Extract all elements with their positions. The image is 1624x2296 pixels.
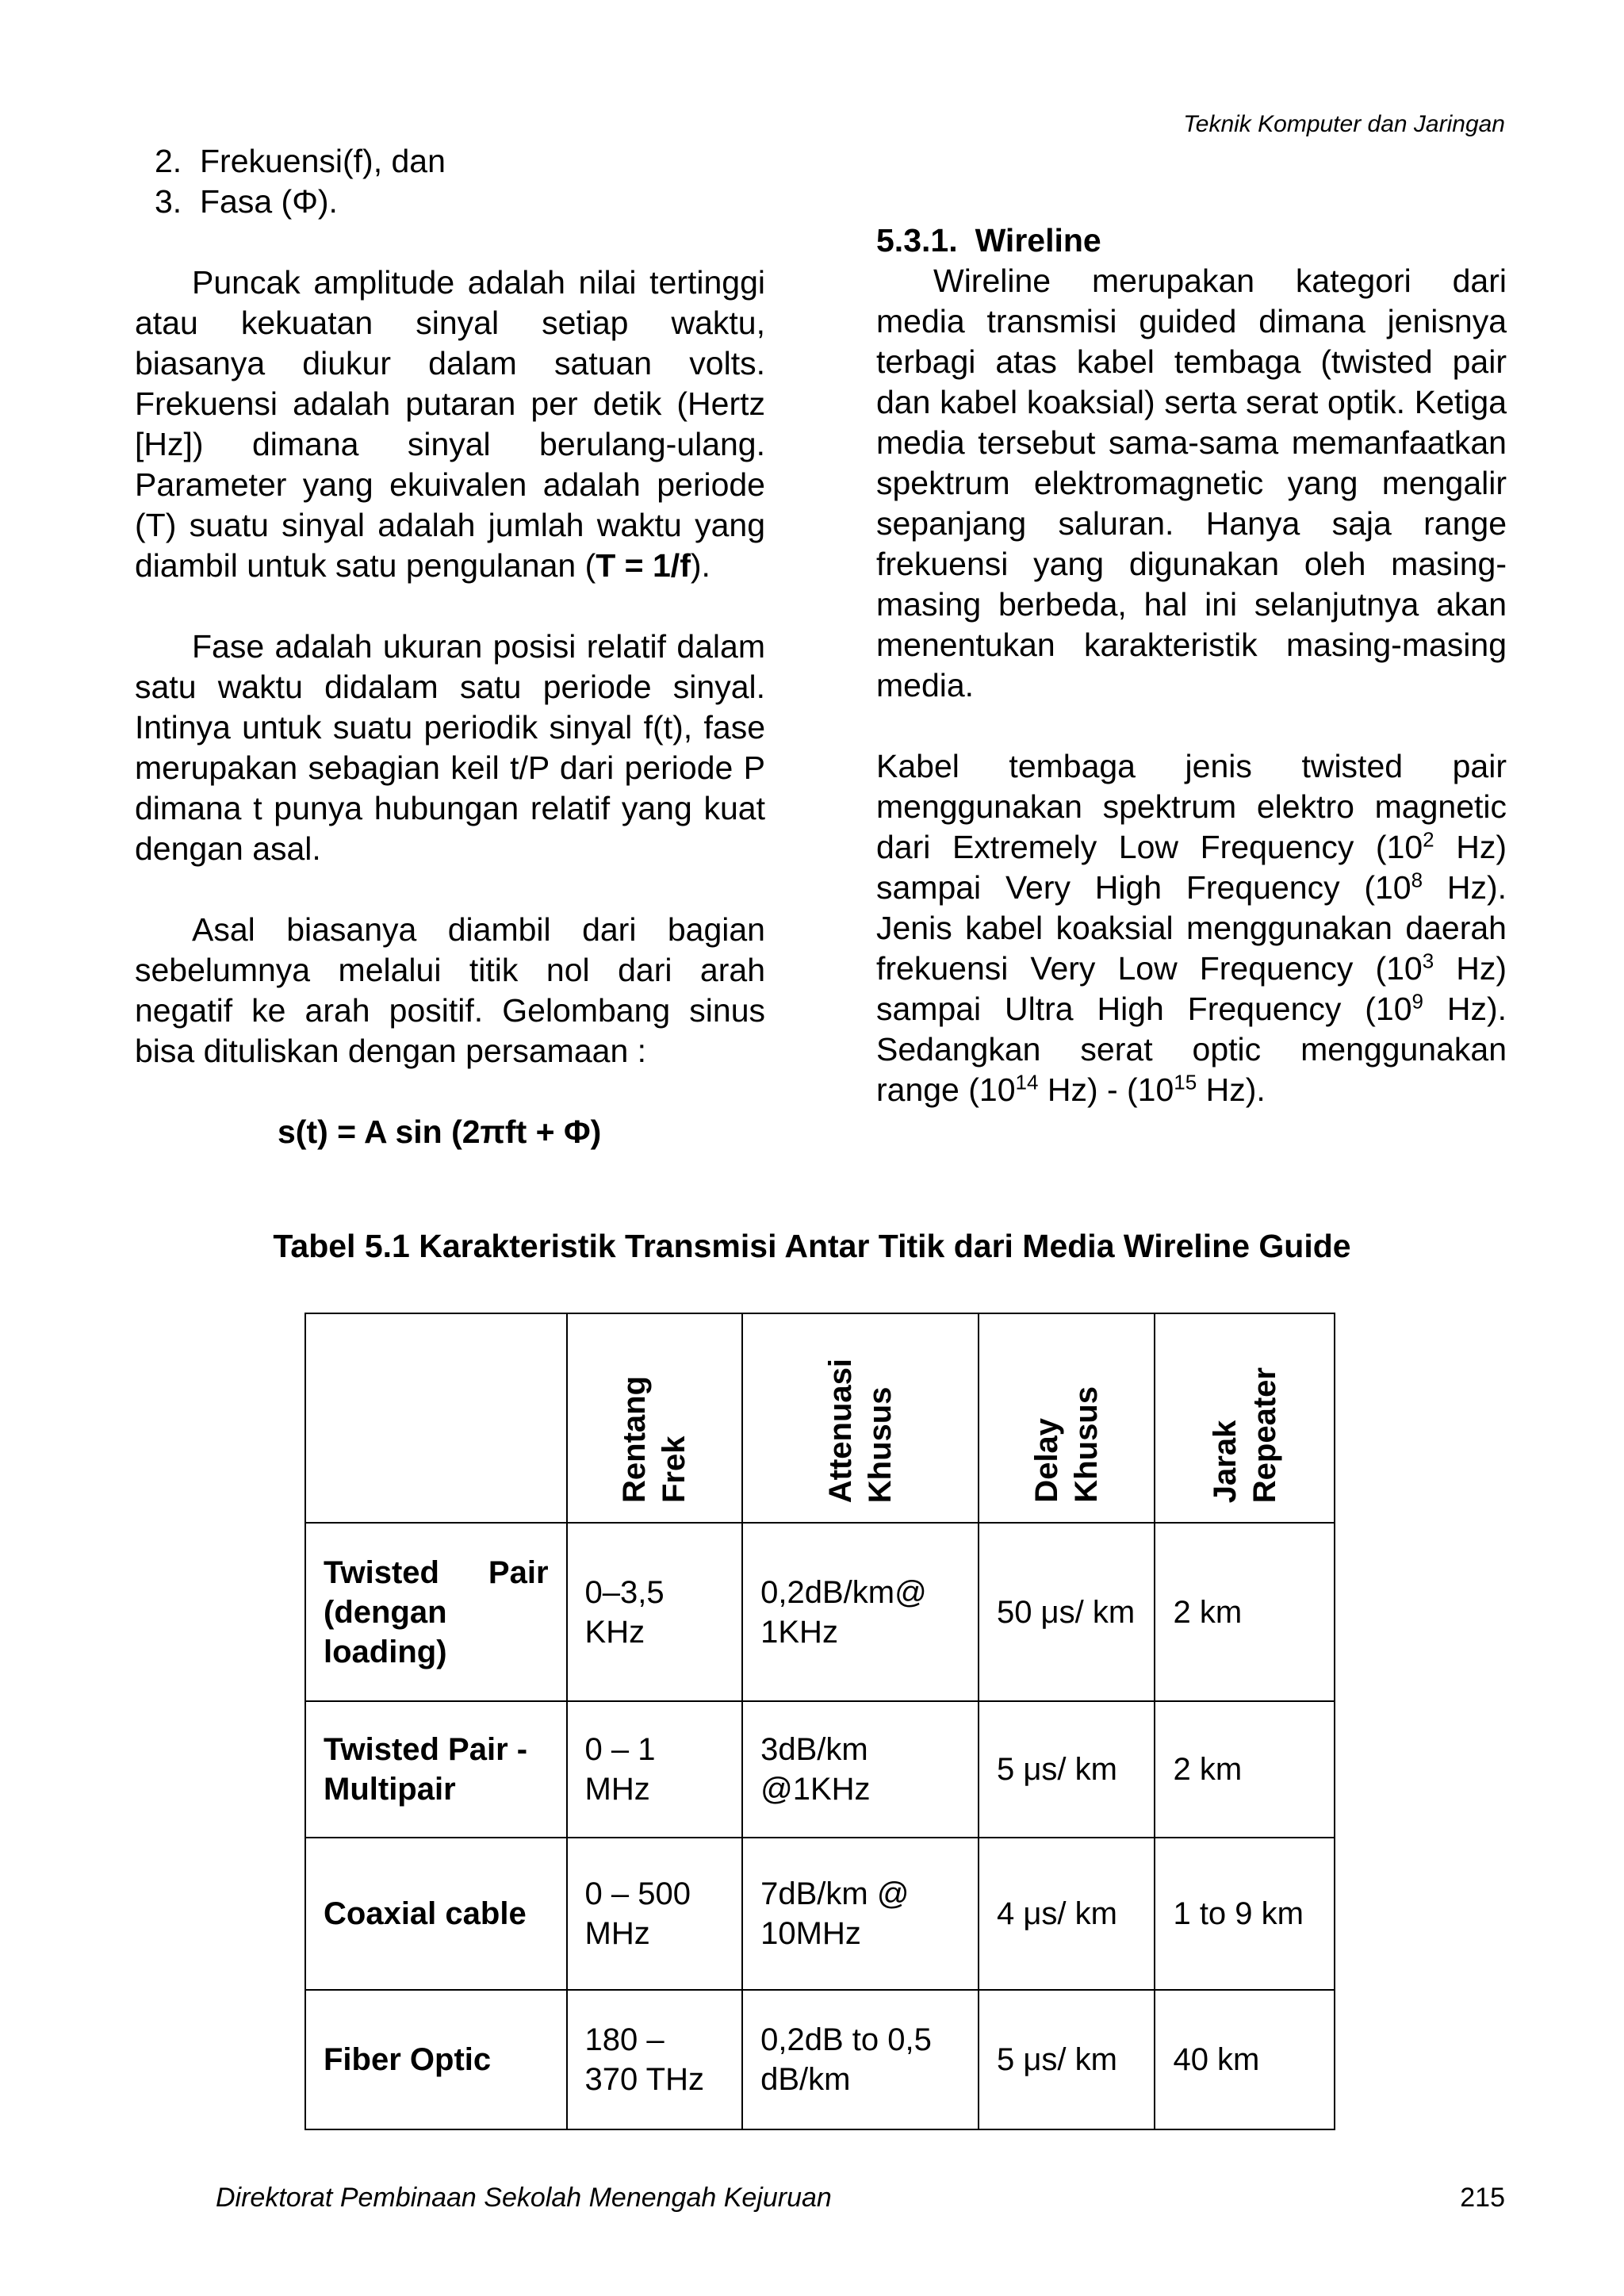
cell-delay: 5 μs/ km — [979, 1701, 1155, 1838]
footer-publisher: Direktorat Pembinaan Sekolah Menengah Kejuruan — [216, 2183, 832, 2213]
header-repeater-distance: Jarak Repeater — [1155, 1313, 1335, 1523]
row-medium: Twisted Pair - Multipair — [305, 1701, 567, 1838]
table-row — [305, 1838, 1335, 1990]
cell-attenuation: 0,2dB to 0,5 dB/km — [742, 1990, 979, 2129]
right-column — [876, 220, 1507, 1110]
cell-frequency: 0–3,5 KHz — [567, 1523, 743, 1701]
parameter-list — [135, 141, 765, 222]
cell-attenuation: 3dB/km @1KHz — [742, 1701, 979, 1838]
paragraph-phase: Fase adalah ukuran posisi relatif dalam satu waktu didalam satu periode sinyal. Intinya untuk suatu periodik sinyal f(t), fase merupakan sebagian keil t/P dari periode P dimana t punya hubungan relatif yang kuat dengan asal. — [135, 628, 765, 867]
header-frequency-range: Rentang Frek — [567, 1313, 743, 1523]
cell-frequency: 0 – 500 MHz — [567, 1838, 743, 1990]
cell-repeater: 2 km — [1155, 1701, 1335, 1838]
transmission-table — [304, 1313, 1335, 2130]
paragraph-origin: Asal biasanya diambil dari bagian sebelumnya melalui titik nol dari arah negatif ke arah positif. Gelombang sinus bisa dituliskan dengan persamaan : — [135, 911, 765, 1069]
header-empty — [305, 1313, 567, 1523]
running-header: Teknik Komputer dan Jaringan — [1183, 111, 1505, 137]
paragraph-frequency-ranges: Kabel tembaga jenis twisted pair menggunakan spektrum elektro magnetic dari Extremely Low Frequency ($10^2$ Hz) sampai Very High Frequency ($10^8$ Hz). Jenis kabel koaksial menggunakan daerah frekuensi Very Low Frequency ($10^3$ Hz) sampai Ultra High Frequency ($10^9$ Hz). Sedangkan serat optic menggunakan range ($10^{14}$ $Hz) - (10^{15}$ Hz). — [876, 748, 1507, 1108]
header-attenuation: Attenuasi Khusus — [742, 1313, 979, 1523]
row-medium: Coaxial cable — [305, 1838, 567, 1990]
paragraph-amplitude: Puncak amplitude adalah nilai tertinggi atau kekuatan sinyal setiap waktu, biasanya diukur dalam satuan volts. Frekuensi adalah putaran per detik (Hertz [Hz]) dimana sinyal berulang-ulang. Parameter yang ekuivalen adalah periode (T) suatu sinyal adalah jumlah waktu yang diambil untuk satu pengulanan (T = 1/f). — [135, 264, 765, 584]
cell-delay: 5 μs/ km — [979, 1990, 1155, 2129]
page-number: 215 — [1460, 2183, 1505, 2213]
table-row — [305, 1523, 1335, 1701]
cell-repeater: 40 km — [1155, 1990, 1335, 2129]
cell-delay: 50 μs/ km — [979, 1523, 1155, 1701]
table-row — [305, 1701, 1335, 1838]
paragraph-wireline: Wireline merupakan kategori dari media transmisi guided dimana jenisnya terbagi atas kabel tembaga (twisted pair dan kabel koaksial) serta serat optik. Ketiga media tersebut sama-sama memanfaatkan spektrum elektromagnetic yang mengalir sepanjang saluran. Hanya saja range frekuensi yang digunakan oleh masing-masing berbeda, hal ini selanjutnya akan menentukan karakteristik masing-masing media. — [876, 263, 1507, 703]
table-row — [305, 1990, 1335, 2129]
row-medium: Fiber Optic — [305, 1990, 567, 2129]
cell-delay: 4 μs/ km — [979, 1838, 1155, 1990]
header-delay: Delay Khusus — [979, 1313, 1155, 1523]
table-caption: Tabel 5.1 Karakteristik Transmisi Antar Titik dari Media Wireline Guide — [273, 1228, 1351, 1264]
cell-attenuation: 0,2dB/km@ 1KHz — [742, 1523, 979, 1701]
table-header-row — [305, 1313, 1335, 1523]
list-item: 3. Fasa (Φ). — [155, 183, 338, 220]
list-item: 2. Frekuensi(f), dan — [155, 143, 446, 179]
cell-frequency: 0 – 1 MHz — [567, 1701, 743, 1838]
sine-formula: s(t) = A sin (2πft + Φ) — [278, 1114, 602, 1150]
left-column — [135, 141, 765, 1152]
cell-frequency: 180 – 370 THz — [567, 1990, 743, 2129]
cell-attenuation: 7dB/km @ 10MHz — [742, 1838, 979, 1990]
row-medium: Twisted Pair (dengan loading) — [305, 1523, 567, 1701]
section-heading: 5.3.1. Wireline — [876, 222, 1101, 259]
cell-repeater: 2 km — [1155, 1523, 1335, 1701]
cell-repeater: 1 to 9 km — [1155, 1838, 1335, 1990]
